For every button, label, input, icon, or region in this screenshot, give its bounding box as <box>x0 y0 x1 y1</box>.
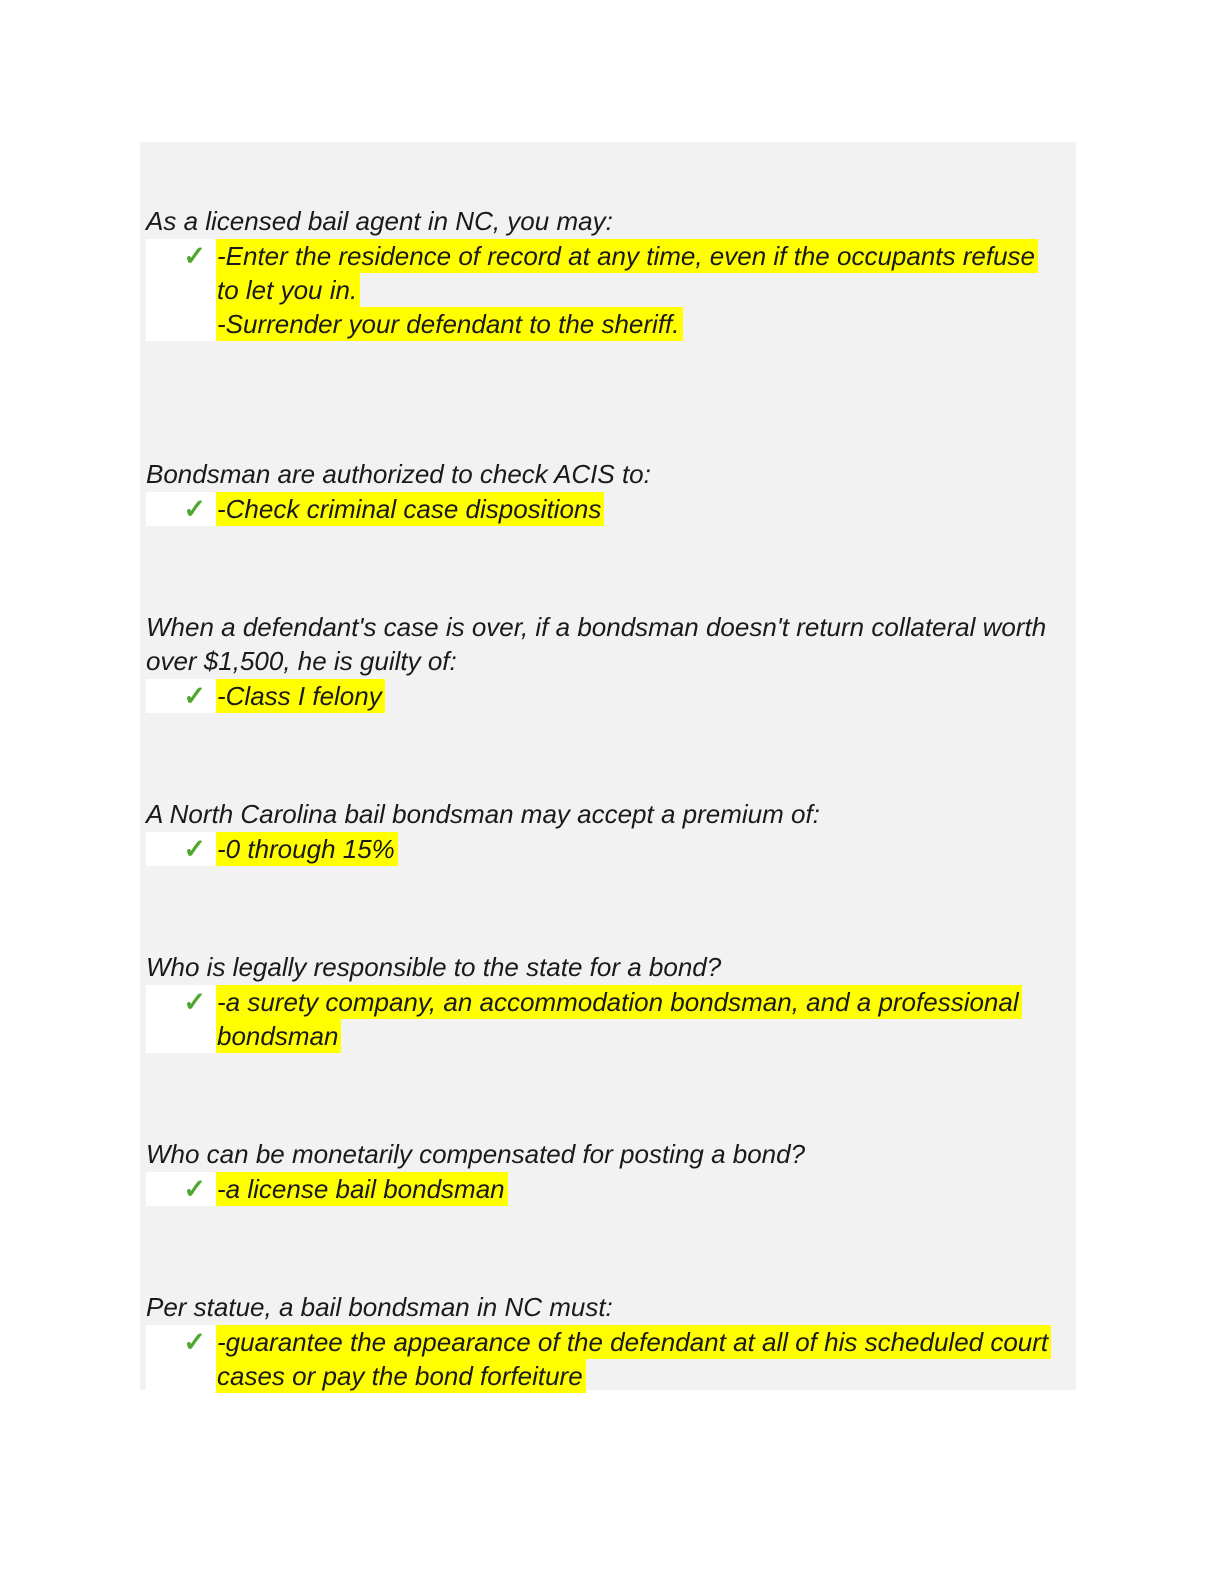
qa-block <box>146 1290 1050 1393</box>
answer-gutter <box>146 1172 216 1206</box>
question-text: Who is legally responsible to the state for a bond? <box>146 952 722 982</box>
answer-text <box>216 1325 1050 1393</box>
answer-gutter <box>146 1325 216 1393</box>
highlighted-answer: -a license bail bondsman <box>216 1172 508 1206</box>
answer-list <box>146 492 1050 526</box>
answer-row <box>146 1172 1050 1206</box>
question-text: A North Carolina bail bondsman may accept a premium of: <box>146 799 820 829</box>
answer-list <box>146 679 1050 713</box>
answer-list <box>146 832 1050 866</box>
answer-row <box>146 679 1050 713</box>
answer-gutter <box>146 239 216 307</box>
highlighted-answer: -0 through 15% <box>216 832 398 866</box>
checkmark-icon: ✓ <box>183 241 206 271</box>
question-text: As a licensed bail agent in NC, you may: <box>146 206 613 236</box>
answer-list <box>146 1172 1050 1206</box>
qa-block <box>146 457 1050 526</box>
answer-gutter <box>146 832 216 866</box>
answer-gutter <box>146 307 216 341</box>
question-text: Who can be monetarily compensated for posting a bond? <box>146 1139 806 1169</box>
answer-text <box>216 679 1050 713</box>
answer-text <box>216 307 1050 341</box>
answer-gutter <box>146 985 216 1053</box>
answer-gutter <box>146 492 216 526</box>
question-text: Bondsman are authorized to check ACIS to: <box>146 459 651 489</box>
answer-gutter <box>146 679 216 713</box>
answer-list <box>146 985 1050 1053</box>
answer-row <box>146 239 1050 307</box>
answer-list <box>146 1325 1050 1393</box>
document-content <box>140 142 1076 1390</box>
answer-text <box>216 985 1050 1053</box>
highlighted-answer: -a surety company, an accommodation bondsman, and a professional bondsman <box>216 985 1022 1053</box>
answer-text <box>216 1172 1050 1206</box>
checkmark-icon: ✓ <box>183 681 206 711</box>
qa-block <box>146 610 1050 713</box>
qa-block <box>146 204 1050 341</box>
question-text: Per statue, a bail bondsman in NC must: <box>146 1292 613 1322</box>
qa-block <box>146 950 1050 1053</box>
checkmark-icon: ✓ <box>183 987 206 1017</box>
answer-text <box>216 832 1050 866</box>
answer-list <box>146 239 1050 341</box>
qa-block <box>146 797 1050 866</box>
highlighted-answer: -Class I felony <box>216 679 385 713</box>
question-text: When a defendant's case is over, if a bondsman doesn't return collateral worth over $1,500, he is guilty of: <box>146 612 1047 676</box>
answer-row <box>146 985 1050 1053</box>
highlighted-answer: -Surrender your defendant to the sheriff. <box>216 307 683 341</box>
answer-row <box>146 307 1050 341</box>
answer-row <box>146 1325 1050 1393</box>
answer-row <box>146 492 1050 526</box>
qa-block <box>146 1137 1050 1206</box>
checkmark-icon: ✓ <box>183 494 206 524</box>
highlighted-answer: -guarantee the appearance of the defendant at all of his scheduled court cases or pay the bond forfeiture <box>216 1325 1051 1393</box>
checkmark-icon: ✓ <box>183 1327 206 1357</box>
highlighted-answer: -Enter the residence of record at any time, even if the occupants refuse to let you in. <box>216 239 1038 307</box>
answer-row <box>146 832 1050 866</box>
answer-text <box>216 492 1050 526</box>
highlighted-answer: -Check criminal case dispositions <box>216 492 604 526</box>
answer-text <box>216 239 1050 307</box>
checkmark-icon: ✓ <box>183 834 206 864</box>
checkmark-icon: ✓ <box>183 1174 206 1204</box>
